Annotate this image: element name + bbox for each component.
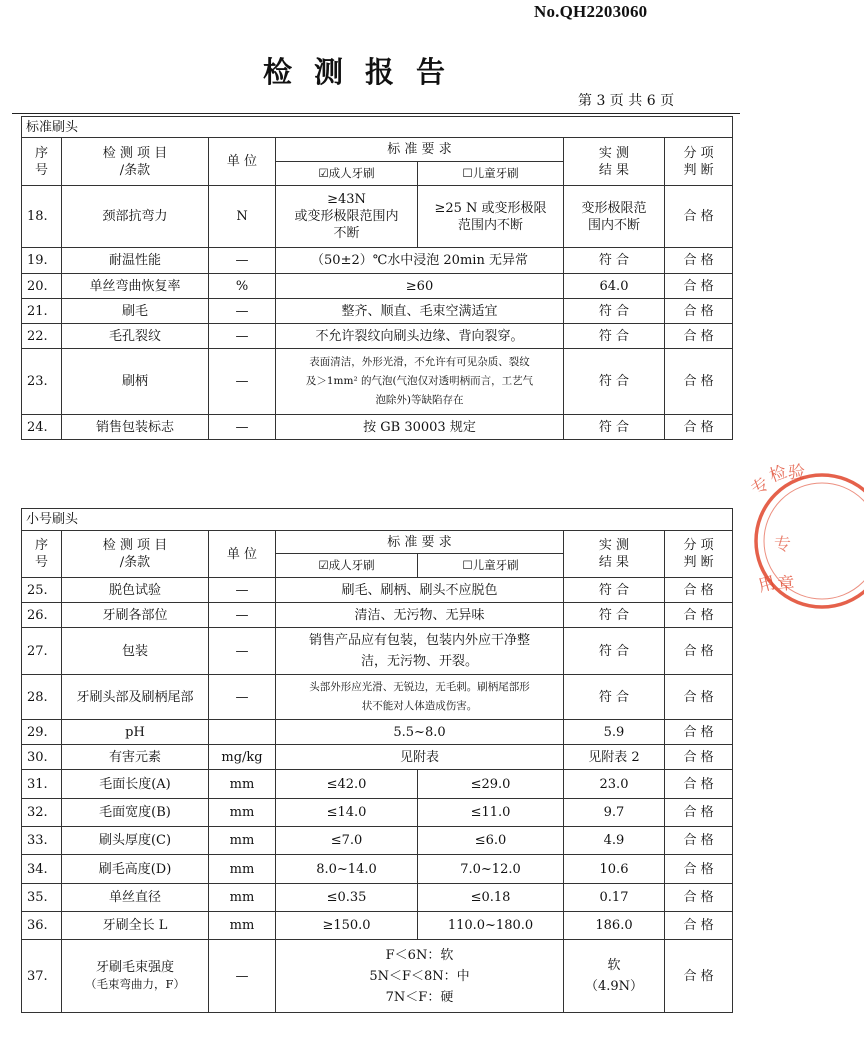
section-title: 小号刷头 <box>22 509 733 531</box>
row-unit: % <box>209 274 276 299</box>
row-item: 耐温性能 <box>62 248 209 274</box>
row-standard: 销售产品应有包装，包装内外应干净整 洁，无污物、开裂。 <box>276 628 564 675</box>
row-judge: 合 格 <box>665 603 733 628</box>
row-judge: 合 格 <box>665 628 733 675</box>
row-adult-req: ≤0.35 <box>276 884 418 912</box>
row-item-sub: （毛束弯曲力，F） <box>85 977 185 991</box>
row-judge: 合 格 <box>665 745 733 770</box>
row-no: 23. <box>22 349 62 415</box>
page-number: 第 3 页 共 6 页 <box>578 93 675 109</box>
row-judge: 合 格 <box>665 827 733 855</box>
row-unit: mm <box>209 799 276 827</box>
row-result: 186.0 <box>564 912 665 940</box>
row-standard: 5.5~8.0 <box>276 720 564 745</box>
table-row <box>22 675 733 720</box>
row-unit: — <box>209 415 276 440</box>
row-unit: mm <box>209 855 276 884</box>
row-result: 见附表 2 <box>564 745 665 770</box>
row-no: 32. <box>22 799 62 827</box>
row-unit: — <box>209 940 276 1013</box>
table-row <box>22 324 733 349</box>
row-unit: — <box>209 603 276 628</box>
table-row <box>22 186 733 248</box>
page-title: 检测报告 <box>262 55 467 89</box>
row-result: 符 合 <box>564 349 665 415</box>
row-adult-req: ≥43N 或变形极限范围内 不断 <box>276 186 418 248</box>
header-rule <box>12 113 740 114</box>
table-row <box>22 745 733 770</box>
row-unit: N <box>209 186 276 248</box>
row-unit: mm <box>209 770 276 799</box>
table-row <box>22 827 733 855</box>
child-checkbox-header: ☐儿童牙刷 <box>418 554 564 578</box>
row-judge: 合 格 <box>665 274 733 299</box>
table-row <box>22 912 733 940</box>
row-no: 28. <box>22 675 62 720</box>
row-result: 变形极限范 围内不断 <box>564 186 665 248</box>
row-standard: （50±2）℃水中浸泡 20min 无异常 <box>276 248 564 274</box>
header-result: 实 测 结 果 <box>564 531 665 578</box>
row-unit: mg/kg <box>209 745 276 770</box>
row-unit: — <box>209 578 276 603</box>
row-standard: 整齐、顺直、毛束空满适宜 <box>276 299 564 324</box>
row-standard: 头部外形应光滑、无锐边，无毛刺。刷柄尾部形 状不能对人体造成伤害。 <box>276 675 564 720</box>
row-no: 22. <box>22 324 62 349</box>
row-result: 符 合 <box>564 324 665 349</box>
row-item: 牙刷全长 L <box>62 912 209 940</box>
row-no: 27. <box>22 628 62 675</box>
row-child-req: 7.0~12.0 <box>418 855 564 884</box>
row-item: 脱色试验 <box>62 578 209 603</box>
row-unit: mm <box>209 884 276 912</box>
row-no: 20. <box>22 274 62 299</box>
seal-char: 章 <box>776 573 796 595</box>
header-seq: 序 号 <box>22 531 62 578</box>
row-no: 24. <box>22 415 62 440</box>
row-item: pH <box>62 720 209 745</box>
row-item-main: 牙刷毛束强度 <box>95 960 174 975</box>
row-judge: 合 格 <box>665 855 733 884</box>
row-child-req: ≤6.0 <box>418 827 564 855</box>
row-item: 毛面长度(A) <box>62 770 209 799</box>
row-judge: 合 格 <box>665 912 733 940</box>
row-item: 刷柄 <box>62 349 209 415</box>
header-unit: 单 位 <box>209 138 276 186</box>
row-result: 符 合 <box>564 578 665 603</box>
row-standard: 刷毛、刷柄、刷头不应脱色 <box>276 578 564 603</box>
row-adult-req: 8.0~14.0 <box>276 855 418 884</box>
row-standard: ≥60 <box>276 274 564 299</box>
row-result: 64.0 <box>564 274 665 299</box>
row-item: 刷头厚度(C) <box>62 827 209 855</box>
row-item: 毛面宽度(B) <box>62 799 209 827</box>
row-child-req: 110.0~180.0 <box>418 912 564 940</box>
seal-char: 专 <box>747 473 774 500</box>
header-judge: 分 项 判 断 <box>665 138 733 186</box>
seal-char: 专 <box>774 535 791 555</box>
row-result: 符 合 <box>564 299 665 324</box>
row-no: 35. <box>22 884 62 912</box>
row-standard: 按 GB 30003 规定 <box>276 415 564 440</box>
row-judge: 合 格 <box>665 675 733 720</box>
table-row <box>22 415 733 440</box>
row-no: 26. <box>22 603 62 628</box>
row-item: 毛孔裂纹 <box>62 324 209 349</box>
table-row <box>22 628 733 675</box>
row-no: 19. <box>22 248 62 274</box>
row-result: 符 合 <box>564 628 665 675</box>
table-row <box>22 770 733 799</box>
row-result: 10.6 <box>564 855 665 884</box>
inspection-seal <box>747 462 864 616</box>
table-row <box>22 349 733 415</box>
row-no: 33. <box>22 827 62 855</box>
row-standard: F＜6N：软 5N＜F＜8N：中 7N＜F：硬 <box>276 940 564 1013</box>
section-title: 标准刷头 <box>22 117 733 138</box>
row-unit <box>209 720 276 745</box>
row-child-req: ≤11.0 <box>418 799 564 827</box>
seal-char: 验 <box>788 463 805 483</box>
table-row <box>22 248 733 274</box>
row-no: 31. <box>22 770 62 799</box>
standard-head-table <box>21 116 733 440</box>
row-unit: — <box>209 349 276 415</box>
row-judge: 合 格 <box>665 940 733 1013</box>
row-adult-req: ≤42.0 <box>276 770 418 799</box>
row-no: 36. <box>22 912 62 940</box>
table-row <box>22 603 733 628</box>
row-adult-req: ≥150.0 <box>276 912 418 940</box>
row-no: 30. <box>22 745 62 770</box>
header-judge: 分 项 判 断 <box>665 531 733 578</box>
table-row <box>22 884 733 912</box>
row-no: 18. <box>22 186 62 248</box>
row-judge: 合 格 <box>665 186 733 248</box>
row-adult-req: ≤14.0 <box>276 799 418 827</box>
row-no: 21. <box>22 299 62 324</box>
row-result: 软 （4.9N） <box>564 940 665 1013</box>
row-item: 单丝直径 <box>62 884 209 912</box>
table-row <box>22 299 733 324</box>
row-child-req: ≤0.18 <box>418 884 564 912</box>
row-judge: 合 格 <box>665 349 733 415</box>
row-item: 牙刷头部及刷柄尾部 <box>62 675 209 720</box>
row-judge: 合 格 <box>665 248 733 274</box>
row-unit: — <box>209 299 276 324</box>
row-judge: 合 格 <box>665 578 733 603</box>
row-result: 4.9 <box>564 827 665 855</box>
row-unit: mm <box>209 827 276 855</box>
row-standard: 见附表 <box>276 745 564 770</box>
table-row <box>22 799 733 827</box>
header-seq: 序 号 <box>22 138 62 186</box>
row-result: 23.0 <box>564 770 665 799</box>
row-item: 刷毛 <box>62 299 209 324</box>
row-item: 牙刷各部位 <box>62 603 209 628</box>
row-no: 25. <box>22 578 62 603</box>
table-row <box>22 578 733 603</box>
row-result: 0.17 <box>564 884 665 912</box>
row-standard: 清洁、无污物、无异味 <box>276 603 564 628</box>
row-result: 符 合 <box>564 248 665 274</box>
child-checkbox-header: ☐儿童牙刷 <box>418 162 564 186</box>
row-judge: 合 格 <box>665 799 733 827</box>
row-item: 销售包装标志 <box>62 415 209 440</box>
header-item: 检 测 项 目 /条款 <box>62 138 209 186</box>
header-standard: 标 准 要 求 <box>276 531 564 554</box>
row-child-req: ≤29.0 <box>418 770 564 799</box>
report-number: No.QH2203060 <box>534 2 648 21</box>
table-row <box>22 720 733 745</box>
row-unit: — <box>209 324 276 349</box>
table-row <box>22 274 733 299</box>
row-result: 5.9 <box>564 720 665 745</box>
row-judge: 合 格 <box>665 324 733 349</box>
row-no: 29. <box>22 720 62 745</box>
row-judge: 合 格 <box>665 415 733 440</box>
row-judge: 合 格 <box>665 770 733 799</box>
row-judge: 合 格 <box>665 884 733 912</box>
seal-char: 用 <box>756 573 778 597</box>
row-result: 符 合 <box>564 603 665 628</box>
row-item: 包装 <box>62 628 209 675</box>
row-item: 刷毛高度(D) <box>62 855 209 884</box>
row-item: 有害元素 <box>62 745 209 770</box>
row-judge: 合 格 <box>665 299 733 324</box>
header-result: 实 测 结 果 <box>564 138 665 186</box>
row-unit: — <box>209 248 276 274</box>
row-result: 9.7 <box>564 799 665 827</box>
row-judge: 合 格 <box>665 720 733 745</box>
row-unit: — <box>209 628 276 675</box>
row-standard: 不允许裂纹向刷头边缘、背向裂穿。 <box>276 324 564 349</box>
adult-checkbox-header: ☑成人牙刷 <box>276 162 418 186</box>
row-standard: 表面清洁，外形光滑，不允许有可见杂质、裂纹 及＞1mm² 的气泡(气泡仅对透明柄而言，工艺气 泡除外)等缺陷存在 <box>276 349 564 415</box>
row-adult-req: ≤7.0 <box>276 827 418 855</box>
header-standard: 标 准 要 求 <box>276 138 564 162</box>
row-result: 符 合 <box>564 415 665 440</box>
header-unit: 单 位 <box>209 531 276 578</box>
row-no: 34. <box>22 855 62 884</box>
row-item: 颈部抗弯力 <box>62 186 209 248</box>
header-item: 检 测 项 目 /条款 <box>62 531 209 578</box>
row-no: 37. <box>22 940 62 1013</box>
adult-checkbox-header: ☑成人牙刷 <box>276 554 418 578</box>
row-unit: mm <box>209 912 276 940</box>
small-head-table <box>21 508 733 1013</box>
row-result: 符 合 <box>564 675 665 720</box>
table-row <box>22 855 733 884</box>
row-item: 单丝弯曲恢复率 <box>62 274 209 299</box>
row-item <box>62 940 209 1013</box>
seal-char: 检 <box>766 462 790 487</box>
row-child-req: ≥25 N 或变形极限 范围内不断 <box>418 186 564 248</box>
row-unit: — <box>209 675 276 720</box>
table-row <box>22 940 733 1013</box>
